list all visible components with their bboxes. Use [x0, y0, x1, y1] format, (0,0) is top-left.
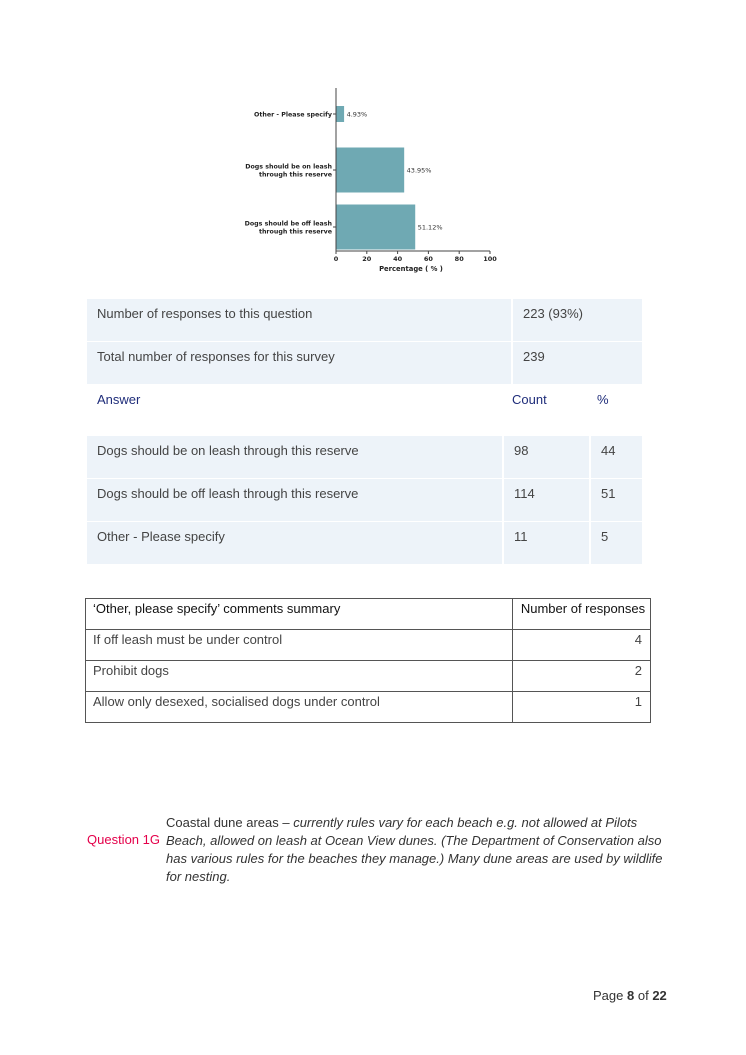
comments-summary-table	[85, 598, 651, 723]
comments-summary-header: ‘Other, please specify’ comments summary	[86, 599, 513, 630]
bar-chart	[240, 80, 520, 280]
answer-header-row	[87, 385, 642, 436]
page-prefix: Page	[593, 988, 624, 1003]
total-label: Total number of responses for this survey	[87, 342, 511, 384]
responses-row	[87, 299, 642, 341]
comments-count-header: Number of responses	[513, 599, 651, 630]
x-tick-label: 60	[423, 255, 433, 263]
question-text	[166, 814, 666, 886]
table-row	[86, 630, 651, 661]
table-row	[86, 661, 651, 692]
responses-value: 223 (93%)	[513, 299, 642, 341]
comment-summary: Prohibit dogs	[86, 661, 513, 692]
comment-summary: If off leash must be under control	[86, 630, 513, 661]
page-of: of	[637, 988, 649, 1003]
question-text-italic: currently rules vary for each beach e.g. not allowed at Pilots Beach, allowed on leash at Ocean View dunes. (The Department of Conservation also has various rules for the beaches they manage.) Many dune areas are used by wildlife for nesting.	[166, 815, 663, 884]
question-label: Question 1G	[87, 832, 160, 847]
page-number	[593, 988, 667, 1003]
answer-text: Dogs should be on leash through this reserve	[87, 436, 502, 478]
bar	[337, 205, 416, 250]
responses-label: Number of responses to this question	[87, 299, 511, 341]
category-label: through this reserve	[258, 171, 332, 179]
x-tick-label: 0	[333, 255, 339, 263]
answer-row	[87, 479, 642, 521]
table-row	[86, 692, 651, 723]
category-label: through this reserve	[258, 228, 332, 236]
answer-count: 11	[504, 522, 589, 564]
comments-header-row	[86, 599, 651, 630]
question-text-plain: Coastal dune areas –	[166, 815, 294, 830]
value-label: 51.12%	[417, 223, 443, 232]
page-current: 8	[627, 988, 635, 1003]
bar	[337, 106, 345, 122]
x-tick-label: 80	[454, 255, 464, 263]
category-label: Dogs should be off leash	[244, 220, 332, 228]
x-axis-title: Percentage ( % )	[379, 265, 443, 273]
x-tick-label: 20	[362, 255, 372, 263]
percent-header: %	[597, 392, 609, 407]
comment-count: 2	[513, 661, 651, 692]
answer-header: Answer	[97, 392, 141, 407]
answer-text: Dogs should be off leash through this reserve	[87, 479, 502, 521]
count-header: Count	[512, 392, 547, 407]
total-row	[87, 342, 642, 384]
answer-text: Other - Please specify	[87, 522, 502, 564]
answer-row	[87, 436, 642, 478]
category-label: Dogs should be on leash	[245, 163, 332, 171]
category-label: Other - Please specify	[254, 111, 332, 119]
comment-summary: Allow only desexed, socialised dogs under control	[86, 692, 513, 723]
x-tick-label: 100	[483, 255, 497, 263]
answer-percent: 44	[591, 436, 642, 478]
value-label: 4.93%	[346, 110, 368, 119]
comment-count: 4	[513, 630, 651, 661]
total-value: 239	[513, 342, 642, 384]
response-stats-table	[87, 299, 642, 565]
answer-percent: 5	[591, 522, 642, 564]
page-total: 22	[652, 988, 667, 1003]
answer-count: 114	[504, 479, 589, 521]
answer-row	[87, 522, 642, 564]
answer-percent: 51	[591, 479, 642, 521]
x-tick-label: 40	[393, 255, 403, 263]
answer-count: 98	[504, 436, 589, 478]
value-label: 43.95%	[406, 166, 432, 175]
comment-count: 1	[513, 692, 651, 723]
bar	[337, 148, 405, 193]
